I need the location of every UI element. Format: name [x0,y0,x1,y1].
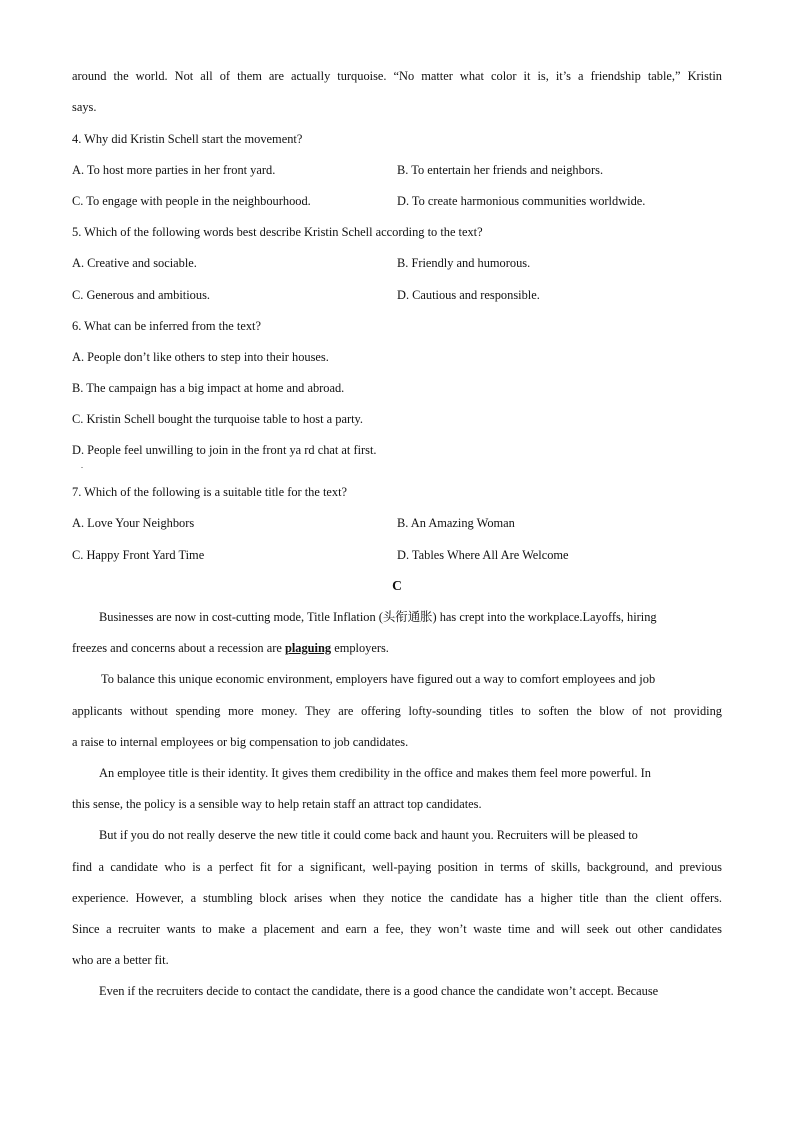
question-4-option-a: A. To host more parties in her front yard. [72,163,276,177]
passage-c-line: Even if the recruiters decide to contact the candidate, there is a good chance the candidate won’t accept. Because [99,984,659,998]
passage-c-line: An employee title is their identity. It gives them credibility in the office and makes them feel more powerful. In [99,766,651,780]
passage-c-line: Businesses are now in cost-cutting mode, Title Inflation (头衔通胀) has crept into the workplace.Layoffs, hiring [99,610,657,624]
passage-c-line [72,640,389,656]
keyword-plaguing: plaguing [284,641,332,655]
question-4-option-c: C. To engage with people in the neighbourhood. [72,194,311,208]
question-6-stem: 6. What can be inferred from the text? [72,319,261,333]
question-7-option-a: A. Love Your Neighbors [72,516,195,530]
question-7-stem: 7. Which of the following is a suitable title for the text? [72,485,348,499]
question-6-option-a: A. People don’t like others to step into their houses. [72,350,329,364]
question-4-option-d: D. To create harmonious communities worldwide. [397,194,646,208]
question-7-option-b: B. An Amazing Woman [397,516,515,530]
question-5-option-a: A. Creative and sociable. [72,256,197,270]
passage-c-line: find a candidate who is a perfect fit for a significant, well-paying position in terms of skills, background, and previous [72,860,722,874]
passage-c-line: this sense, the policy is a sensible way to help retain staff an attract top candidates. [72,797,482,811]
passage-c-line: To balance this unique economic environment, employers have figured out a way to comfort employees and job [101,672,656,686]
question-6-option-d: D. People feel unwilling to join in the front ya rd chat at first. [72,443,377,457]
question-6-option-c: C. Kristin Schell bought the turquoise table to host a party. [72,412,364,426]
question-5-option-d: D. Cautious and responsible. [397,288,540,302]
passage-c-text: freezes and concerns about a recession are [72,641,285,655]
question-5-option-c: C. Generous and ambitious. [72,288,210,302]
passage-b-line: says. [72,100,97,114]
scan-artifact-dot: . [81,461,83,470]
passage-c-line: a raise to internal employees or big compensation to job candidates. [72,735,409,749]
passage-c-line: who are a better fit. [72,953,169,967]
question-4-option-b: B. To entertain her friends and neighbors. [397,163,604,177]
question-5-stem: 5. Which of the following words best describe Kristin Schell according to the text? [72,225,483,239]
passage-c-heading: C [392,578,402,593]
passage-c-line: applicants without spending more money. They are offering lofty-sounding titles to soften the blow of not providing [72,704,722,718]
question-4-stem: 4. Why did Kristin Schell start the movement? [72,132,303,146]
question-6-option-b: B. The campaign has a big impact at home and abroad. [72,381,345,395]
passage-c-line: Since a recruiter wants to make a placement and earn a fee, they won’t waste time and will seek out other candidates [72,922,722,936]
passage-c-line: But if you do not really deserve the new title it could come back and haunt you. Recruiters will be pleased to [99,828,638,842]
passage-b-line: around the world. Not all of them are actually turquoise. “No matter what color it is, it’s a friendship table,” Kristin [72,69,722,83]
passage-c-line: experience. However, a stumbling block arises when they notice the candidate has a higher title than the client offers. [72,891,722,905]
question-7-option-c: C. Happy Front Yard Time [72,548,205,562]
question-5-option-b: B. Friendly and humorous. [397,256,531,270]
passage-c-text: employers. [331,641,389,655]
question-7-option-d: D. Tables Where All Are Welcome [397,548,569,562]
